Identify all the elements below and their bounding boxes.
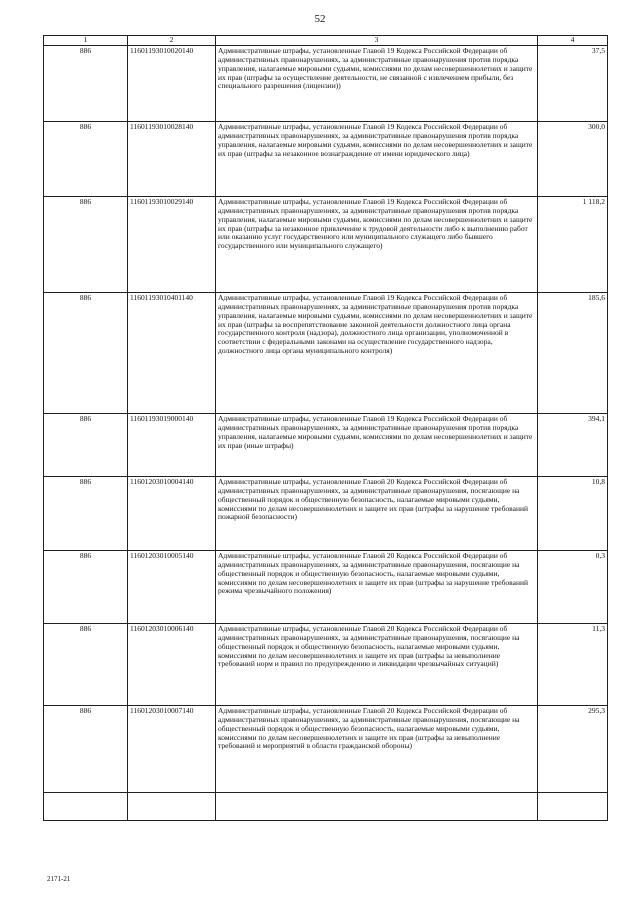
admin-code-cell: 886: [44, 477, 128, 551]
column-header: 3: [216, 36, 538, 46]
table-blank-row: [44, 793, 608, 821]
amount-cell: 0,3: [538, 551, 608, 624]
amount-cell: 37,5: [538, 46, 608, 122]
admin-code-cell: 886: [44, 414, 128, 477]
admin-code-cell: 886: [44, 46, 128, 122]
table-row: [44, 46, 608, 122]
column-header: 2: [128, 36, 216, 46]
description-cell: Административные штрафы, установленные Главой 19 Кодекса Российской Федерации об административных правонарушениях, за административные правонарушения против порядка управления, налагаемые мировыми судьями, комиссиями по делам несовершеннолетних и защите их прав (иные штрафы): [216, 414, 538, 477]
description-cell: Административные штрафы, установленные Главой 19 Кодекса Российской Федерации об административных правонарушениях, за административные правонарушения против порядка управления, налагаемые мировыми судьями, комиссиями по делам несовершеннолетних и защите их прав (штрафы за осуществление деятельности, не связанной с извлечением прибыли, без специального разрешения (лицензии)): [216, 46, 538, 122]
blank-cell: [128, 793, 216, 821]
budget-code-cell: 11601203010007140: [128, 706, 216, 793]
blank-cell: [216, 793, 538, 821]
admin-code-cell: 886: [44, 551, 128, 624]
budget-code-cell: 11601203010005140: [128, 551, 216, 624]
table-header-row: [44, 36, 608, 46]
description-cell: Административные штрафы, установленные Главой 20 Кодекса Российской Федерации об административных правонарушениях, за административные правонарушения, посягающие на общественный порядок и общественную безопасность, налагаемые мировыми судьями, комиссиями по делам несовершеннолетних и защите их прав (штрафы за невыполнение требований и мероприятий в области гражданской обороны): [216, 706, 538, 793]
admin-code-cell: 886: [44, 122, 128, 197]
admin-code-cell: 886: [44, 624, 128, 706]
description-cell: Административные штрафы, установленные Главой 19 Кодекса Российской Федерации об административных правонарушениях, за административные правонарушения против порядка управления, налагаемые мировыми судьями, комиссиями по делам несовершеннолетних и защите их прав (штрафы за незаконное вознаграждение от имени юридического лица): [216, 122, 538, 197]
table-row: [44, 293, 608, 414]
table-row: [44, 624, 608, 706]
column-header: 1: [44, 36, 128, 46]
amount-cell: 295,3: [538, 706, 608, 793]
amount-cell: 10,8: [538, 477, 608, 551]
table-row: [44, 706, 608, 793]
column-header: 4: [538, 36, 608, 46]
budget-code-cell: 11601193010028140: [128, 122, 216, 197]
amount-cell: 300,0: [538, 122, 608, 197]
table-row: [44, 414, 608, 477]
blank-cell: [44, 793, 128, 821]
admin-code-cell: 886: [44, 197, 128, 293]
admin-code-cell: 886: [44, 706, 128, 793]
blank-cell: [538, 793, 608, 821]
description-cell: Административные штрафы, установленные Главой 20 Кодекса Российской Федерации об административных правонарушениях, за административные правонарушения, посягающие на общественный порядок и общественную безопасность, налагаемые мировыми судьями, комиссиями по делам несовершеннолетних и защите их прав (штрафы за нарушение требований режима чрезвычайного положения): [216, 551, 538, 624]
budget-code-cell: 11601193019000140: [128, 414, 216, 477]
description-cell: Административные штрафы, установленные Главой 19 Кодекса Российской Федерации об административных правонарушениях, за административные правонарушения против порядка управления, налагаемые мировыми судьями, комиссиями по делам несовершеннолетних и защите их прав (штрафы за незаконное привлечение к трудовой деятельности либо к выполнению работ или оказанию услуг государственного или муниципального служащего либо бывшего государственного или муниципального служащего): [216, 197, 538, 293]
table-row: [44, 197, 608, 293]
table-row: [44, 477, 608, 551]
description-cell: Административные штрафы, установленные Главой 20 Кодекса Российской Федерации об административных правонарушениях, за административные правонарушения, посягающие на общественный порядок и общественную безопасность, налагаемые мировыми судьями, комиссиями по делам несовершеннолетних и защите их прав (штрафы за невыполнение требований норм и правил по предупреждению и ликвидации чрезвычайных ситуаций): [216, 624, 538, 706]
amount-cell: 11,3: [538, 624, 608, 706]
budget-code-cell: 11601193010029140: [128, 197, 216, 293]
budget-code-cell: 11601193010401140: [128, 293, 216, 414]
amount-cell: 394,1: [538, 414, 608, 477]
budget-code-cell: 11601193010020140: [128, 46, 216, 122]
page-number: 52: [314, 13, 326, 25]
description-cell: Административные штрафы, установленные Главой 20 Кодекса Российской Федерации об административных правонарушениях, за административные правонарушения, посягающие на общественный порядок и общественную безопасность, налагаемые мировыми судьями, комиссиями по делам несовершеннолетних и защите их прав (штрафы за нарушение требований пожарной безопасности): [216, 477, 538, 551]
revenue-table: [43, 35, 608, 821]
document-footer-code: 2171-21: [47, 875, 71, 883]
table-row: [44, 551, 608, 624]
amount-cell: 185,6: [538, 293, 608, 414]
table-row: [44, 122, 608, 197]
description-cell: Административные штрафы, установленные Главой 19 Кодекса Российской Федерации об административных правонарушениях, за административные правонарушения против порядка управления, налагаемые мировыми судьями, комиссиями по делам несовершеннолетних и защите их прав (штрафы за воспрепятствование законной деятельности должностного лица органа государственного контроля (надзора), должностного лица организации, уполномоченной в соответствии с федеральными законами на осуществление государственного надзора, должностного лица органа муниципального контроля): [216, 293, 538, 414]
budget-code-cell: 11601203010006140: [128, 624, 216, 706]
amount-cell: 1 118,2: [538, 197, 608, 293]
admin-code-cell: 886: [44, 293, 128, 414]
budget-code-cell: 11601203010004140: [128, 477, 216, 551]
